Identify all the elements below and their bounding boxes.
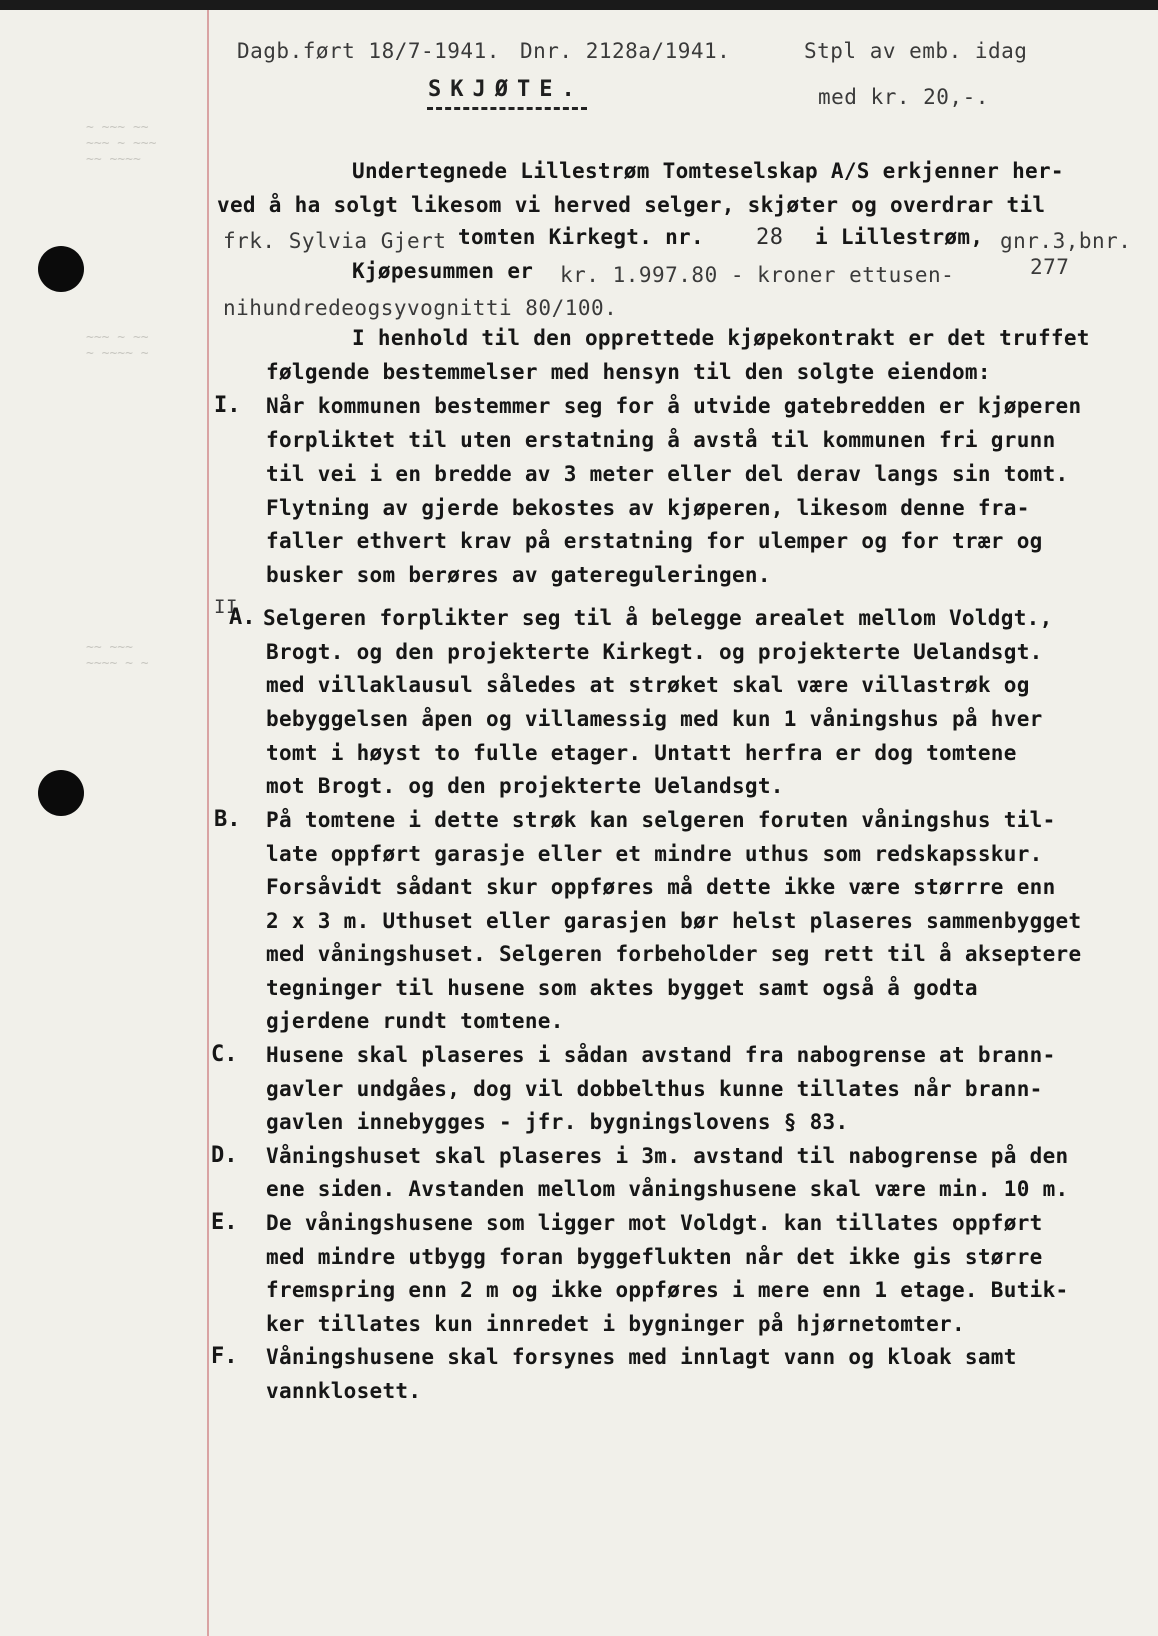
clause-line: fremspring enn 2 m og ikke oppføres i mere enn 1 etage. Butik- — [266, 1278, 1069, 1302]
clause-line: Husene skal plaseres i sådan avstand fra nabogrense at brann- — [266, 1043, 1056, 1067]
journal-reference: Dagb.ført 18/7-1941. — [237, 39, 500, 63]
intro-line: tomten Kirkegt. nr. — [458, 225, 704, 249]
bnr-reference: 277 — [1030, 255, 1070, 279]
clause-mark: I. — [214, 393, 241, 418]
price-label: Kjøpesummen er — [352, 259, 534, 283]
clause-line: tomt i høyst to fulle etager. Untatt herfra er dog tomtene — [266, 741, 1017, 765]
clause-line: 2 x 3 m. Uthuset eller garasjen bør helst plaseres sammenbygget — [266, 909, 1082, 933]
clause-line: med mindre utbygg foran byggeflukten når det ikke gis større — [266, 1245, 1043, 1269]
clause-line: Brogt. og den projekterte Kirkegt. og projekterte Uelandsgt. — [266, 640, 1043, 664]
clause-line: vannklosett. — [266, 1379, 422, 1403]
clause-line: Forsåvidt sådant skur oppføres må dette ikke være størrre enn — [266, 875, 1056, 899]
clause-line: De våningshusene som ligger mot Voldgt. kan tillates oppført — [266, 1211, 1043, 1235]
intro-line: følgende bestemmelser med hensyn til den solgte eiendom: — [266, 360, 991, 384]
bleed-through-text: ~ ~~~ ~~ ~~~ ~ ~~~ ~~ ~~~~ — [86, 120, 157, 167]
clause-mark: E. — [211, 1210, 238, 1235]
red-margin-line — [207, 10, 209, 1636]
price-words: nihundredeogsyvognitti 80/100. — [223, 296, 618, 320]
title-underline — [427, 107, 587, 110]
clause-line: faller ethvert krav på erstatning for ulemper og for trær og — [266, 529, 1043, 553]
intro-line: i Lillestrøm, — [815, 225, 984, 249]
clause-mark: F. — [211, 1344, 238, 1369]
clause-mark: C. — [211, 1042, 238, 1067]
clause-line: Når kommunen bestemmer seg for å utvide gatebredden er kjøperen — [266, 394, 1082, 418]
clause-line: bebyggelsen åpen og villamessig med kun 1 våningshus på hver — [266, 707, 1043, 731]
clause-mark: D. — [211, 1143, 238, 1168]
clause-mark: B. — [214, 807, 241, 832]
stamp-note: Stpl av emb. idag — [804, 39, 1028, 63]
clause-line: Våningshuset skal plaseres i 3m. avstand til nabogrense på den — [266, 1144, 1069, 1168]
clause-mark: II — [214, 596, 238, 618]
clause-line: Flytning av gjerde bekostes av kjøperen, likesom denne fra- — [266, 496, 1030, 520]
clause-line: busker som berøres av gatereguleringen. — [266, 563, 771, 587]
lot-number: 28 — [756, 225, 784, 250]
clause-line: gjerdene rundt tomtene. — [266, 1009, 564, 1033]
document-title: SKJØTE. — [428, 77, 584, 102]
clause-line: ker tillates kun innredet i bygninger på hjørnetomter. — [266, 1312, 965, 1336]
clause-line: forpliktet til uten erstatning å avstå til kommunen fri grunn — [266, 428, 1056, 452]
scan-top-edge — [0, 0, 1158, 10]
gnr-reference: gnr.3,bnr. — [1000, 229, 1132, 253]
clause-line: med villaklausul således at strøket skal være villastrøk og — [266, 673, 1030, 697]
clause-line: Selgeren forplikter seg til å belegge arealet mellom Voldgt., — [263, 606, 1053, 630]
dnr-reference: Dnr. 2128a/1941. — [520, 39, 731, 63]
fee-note: med kr. 20,-. — [818, 85, 989, 109]
clause-line: til vei i en bredde av 3 meter eller del derav langs sin tomt. — [266, 462, 1069, 486]
bleed-through-text: ~~~ ~ ~~ ~ ~~~~ ~ — [86, 330, 149, 361]
bleed-through-text: ~~ ~~~ ~~~~ ~ ~ — [86, 640, 149, 671]
clause-line: Våningshusene skal forsynes med innlagt vann og kloak samt — [266, 1345, 1017, 1369]
buyer-name: frk. Sylvia Gjert — [223, 229, 447, 253]
clause-line: med våningshuset. Selgeren forbeholder seg rett til å akseptere — [266, 942, 1082, 966]
clause-line: gavler undgåes, dog vil dobbelthus kunne tillates når brann- — [266, 1077, 1043, 1101]
clause-submark: A. — [229, 605, 256, 630]
intro-line: ved å ha solgt likesom vi herved selger, skjøter og overdrar til — [217, 193, 1046, 217]
clause-line: late oppført garasje eller et mindre uthus som redskapsskur. — [266, 842, 1043, 866]
intro-line: Undertegnede Lillestrøm Tomteselskap A/S erkjenner her- — [352, 159, 1064, 183]
punch-hole-icon — [38, 770, 84, 816]
clause-line: gavlen innebygges - jfr. bygningslovens § 83. — [266, 1110, 849, 1134]
punch-hole-icon — [38, 246, 84, 292]
price-value: kr. 1.997.80 - kroner ettusen- — [560, 263, 955, 287]
clause-line: ene siden. Avstanden mellom våningshusene skal være min. 10 m. — [266, 1177, 1069, 1201]
clause-line: mot Brogt. og den projekterte Uelandsgt. — [266, 774, 784, 798]
intro-line: I henhold til den opprettede kjøpekontrakt er det truffet — [352, 326, 1090, 350]
clause-line: tegninger til husene som aktes bygget samt også å godta — [266, 976, 978, 1000]
clause-line: På tomtene i dette strøk kan selgeren foruten våningshus til- — [266, 808, 1056, 832]
